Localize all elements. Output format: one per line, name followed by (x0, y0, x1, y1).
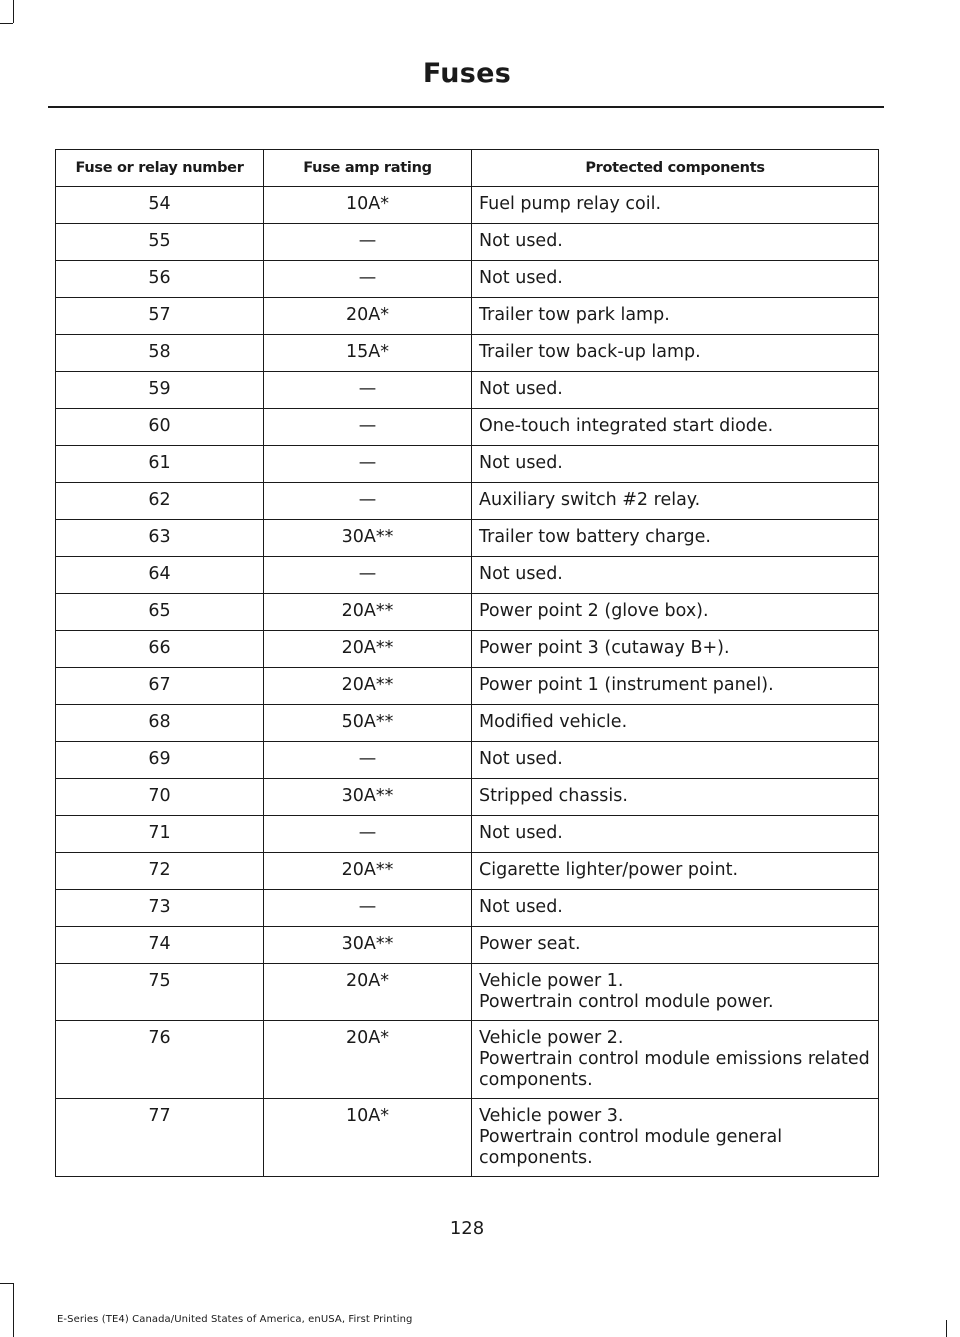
page-title: Fuses (422, 58, 512, 89)
component-text: Auxiliary switch #2 relay. (479, 490, 701, 510)
table-row (56, 742, 879, 779)
fuse-number-cell: 57 (56, 298, 264, 335)
amp-rating-cell: — (264, 557, 472, 594)
protected-components-cell (472, 964, 879, 1021)
amp-rating-cell: 30A** (264, 927, 472, 964)
protected-components-cell (472, 779, 879, 816)
crop-mark (13, 0, 14, 23)
crop-mark (946, 1320, 947, 1337)
protected-components-cell (472, 520, 879, 557)
amp-rating-cell: — (264, 890, 472, 927)
protected-components-cell (472, 742, 879, 779)
footer-text: E-Series (TE4) Canada/United States of America, enUSA, First Printing (57, 1314, 413, 1325)
fuse-number-cell: 68 (56, 705, 264, 742)
component-text: Trailer tow back-up lamp. (479, 342, 701, 362)
component-text: Power point 1 (instrument panel). (479, 675, 774, 695)
fuse-number-cell: 73 (56, 890, 264, 927)
amp-rating-cell: — (264, 816, 472, 853)
column-header-amp-rating: Fuse amp rating (264, 150, 472, 187)
fuse-number-cell: 75 (56, 964, 264, 1021)
table-row (56, 335, 879, 372)
table-row (56, 853, 879, 890)
table-row (56, 409, 879, 446)
component-text: Vehicle power 2. (479, 1028, 624, 1048)
component-text: Not used. (479, 231, 563, 251)
column-header-protected-components: Protected components (472, 150, 879, 187)
protected-components-cell (472, 1021, 879, 1099)
fuse-number-cell: 64 (56, 557, 264, 594)
fuse-number-cell: 66 (56, 631, 264, 668)
component-text: Powertrain control module general components. (479, 1127, 783, 1168)
amp-rating-cell: 20A* (264, 298, 472, 335)
fuse-number-cell: 60 (56, 409, 264, 446)
protected-components-cell (472, 927, 879, 964)
amp-rating-cell: — (264, 446, 472, 483)
amp-rating-cell: — (264, 483, 472, 520)
amp-rating-cell: — (264, 224, 472, 261)
fuse-number-cell: 67 (56, 668, 264, 705)
component-text: One-touch integrated start diode. (479, 416, 774, 436)
component-text: Not used. (479, 379, 563, 399)
protected-components-cell (472, 705, 879, 742)
protected-components-cell (472, 409, 879, 446)
component-text: Not used. (479, 453, 563, 473)
fuse-number-cell: 72 (56, 853, 264, 890)
component-text: Vehicle power 1. (479, 971, 624, 991)
amp-rating-cell: 15A* (264, 335, 472, 372)
protected-components-cell (472, 261, 879, 298)
component-text: Cigarette lighter/power point. (479, 860, 739, 880)
table-row (56, 890, 879, 927)
component-text: Powertrain control module power. (479, 992, 774, 1012)
protected-components-cell (472, 187, 879, 224)
table-row (56, 483, 879, 520)
fuse-number-cell: 69 (56, 742, 264, 779)
fuse-table (55, 149, 879, 1177)
fuse-number-cell: 74 (56, 927, 264, 964)
component-text: Powertrain control module emissions related components. (479, 1049, 870, 1090)
protected-components-cell (472, 446, 879, 483)
table-row (56, 520, 879, 557)
amp-rating-cell: — (264, 372, 472, 409)
table-row (56, 705, 879, 742)
crop-mark (0, 23, 13, 24)
protected-components-cell (472, 631, 879, 668)
protected-components-cell (472, 594, 879, 631)
page-number: 128 (449, 1218, 485, 1239)
fuse-number-cell: 70 (56, 779, 264, 816)
component-text: Trailer tow battery charge. (479, 527, 711, 547)
amp-rating-cell: 30A** (264, 520, 472, 557)
amp-rating-cell: 20A** (264, 853, 472, 890)
table-row (56, 631, 879, 668)
component-text: Power point 3 (cutaway B+). (479, 638, 730, 658)
protected-components-cell (472, 668, 879, 705)
table-row (56, 816, 879, 853)
component-text: Not used. (479, 749, 563, 769)
protected-components-cell (472, 335, 879, 372)
protected-components-cell (472, 557, 879, 594)
amp-rating-cell: 10A* (264, 1099, 472, 1177)
amp-rating-cell: 20A** (264, 668, 472, 705)
component-text: Not used. (479, 897, 563, 917)
protected-components-cell (472, 298, 879, 335)
title-divider (48, 106, 884, 108)
table-row (56, 594, 879, 631)
amp-rating-cell: 50A** (264, 705, 472, 742)
crop-mark (0, 1283, 13, 1284)
amp-rating-cell: 10A* (264, 187, 472, 224)
amp-rating-cell: 20A* (264, 964, 472, 1021)
protected-components-cell (472, 224, 879, 261)
protected-components-cell (472, 372, 879, 409)
component-text: Vehicle power 3. (479, 1106, 624, 1126)
amp-rating-cell: — (264, 409, 472, 446)
table-body (56, 187, 879, 1177)
table-row (56, 964, 879, 1021)
table-header-row (56, 150, 879, 187)
protected-components-cell (472, 483, 879, 520)
fuse-number-cell: 55 (56, 224, 264, 261)
fuse-number-cell: 61 (56, 446, 264, 483)
amp-rating-cell: 20A** (264, 594, 472, 631)
table-row (56, 372, 879, 409)
table-row (56, 779, 879, 816)
amp-rating-cell: — (264, 261, 472, 298)
fuse-number-cell: 63 (56, 520, 264, 557)
protected-components-cell (472, 816, 879, 853)
table-row (56, 557, 879, 594)
table-row (56, 298, 879, 335)
component-text: Not used. (479, 823, 563, 843)
fuse-number-cell: 56 (56, 261, 264, 298)
component-text: Fuel pump relay coil. (479, 194, 662, 214)
amp-rating-cell: 20A* (264, 1021, 472, 1099)
fuse-number-cell: 59 (56, 372, 264, 409)
fuse-number-cell: 76 (56, 1021, 264, 1099)
table-row (56, 261, 879, 298)
protected-components-cell (472, 853, 879, 890)
component-text: Not used. (479, 268, 563, 288)
table-row (56, 1021, 879, 1099)
fuse-number-cell: 62 (56, 483, 264, 520)
fuse-number-cell: 65 (56, 594, 264, 631)
fuse-number-cell: 71 (56, 816, 264, 853)
table-row (56, 446, 879, 483)
fuse-number-cell: 54 (56, 187, 264, 224)
component-text: Trailer tow park lamp. (479, 305, 670, 325)
protected-components-cell (472, 1099, 879, 1177)
fuse-number-cell: 58 (56, 335, 264, 372)
amp-rating-cell: 30A** (264, 779, 472, 816)
table-row (56, 668, 879, 705)
table-row (56, 224, 879, 261)
component-text: Modified vehicle. (479, 712, 628, 732)
component-text: Power point 2 (glove box). (479, 601, 709, 621)
crop-mark (13, 1283, 14, 1337)
column-header-fuse-number: Fuse or relay number (56, 150, 264, 187)
component-text: Not used. (479, 564, 563, 584)
amp-rating-cell: 20A** (264, 631, 472, 668)
fuse-number-cell: 77 (56, 1099, 264, 1177)
protected-components-cell (472, 890, 879, 927)
amp-rating-cell: — (264, 742, 472, 779)
table-row (56, 1099, 879, 1177)
component-text: Power seat. (479, 934, 581, 954)
table-row (56, 927, 879, 964)
table-row (56, 187, 879, 224)
component-text: Stripped chassis. (479, 786, 628, 806)
